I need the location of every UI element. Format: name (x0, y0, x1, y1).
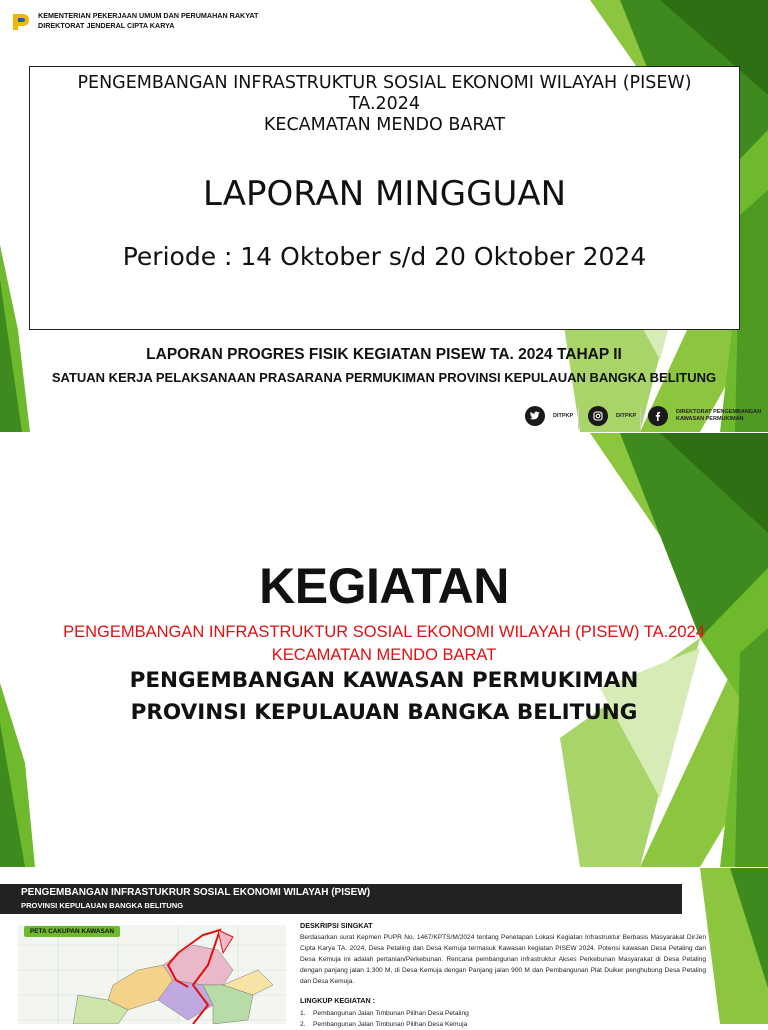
program-year: TA.2024 (348, 94, 421, 114)
slide3-header-subtitle: PROVINSI KEPULAUAN BANGKA BELITUNG (21, 901, 184, 910)
report-title: LAPORAN MINGGUAN (202, 174, 567, 214)
description-title: DESKRIPSI SINGKAT (300, 921, 373, 930)
kegiatan-title: KEGIATAN (259, 558, 509, 614)
slide-cover (0, 0, 768, 432)
work-unit-subtitle: SATUAN KERJA PELAKSANAAN PRASARANA PERMUKIMAN PROVINSI KEPULAUAN BANGKA BELITUNG (51, 370, 717, 385)
description-body: Berdasarkan surat Kepmen PUPR No. 1467/KPTS/M/2024 tentang Penetapan Lokasi Kegiatan Infrastruktur Berbasis Masyarakat DirJen Cipta Karya TA. 2024, Desa Petaling dan Desa Kemuja termasuk Kawasan kegiatan PISEW 2024. Potensi kawasan Desa Petaling dan Desa Kemuja ini adalah pertanian/Perkebunan. Rencana pembangunan infrastruktur Akses Perkebunan Masyarakat di Desa Petaling dengan panjang jalan 1.300 M, di Desa Kemuja dengan Panjang jalan 900 M dan Pembangunan Plat Duiker penghubung Desa Petaling dan Desa Kemuja. (300, 934, 706, 985)
program-title: PENGEMBANGAN INFRASTRUKTUR SOSIAL EKONOMI WILAYAH (PISEW) (77, 73, 692, 93)
scope-list (300, 1008, 469, 1030)
instagram-handle[interactable] (588, 406, 636, 426)
instagram-icon (588, 406, 608, 426)
ministry-header (10, 11, 258, 33)
twitter-label: DITPKP (553, 412, 574, 419)
social-separator (578, 408, 579, 430)
pupr-logo-icon (10, 11, 32, 33)
map-label: PETA CAKUPAN KAWASAN (24, 926, 120, 937)
list-item: 1. Pembangunan Jalan Timbunan Pilihan Desa Petaling (300, 1010, 469, 1017)
district-name-red: KECAMATAN MENDO BARAT (271, 646, 497, 664)
ministry-name: KEMENTERIAN PEKERJAAN UMUM DAN PERUMAHAN RAKYAT (38, 11, 259, 20)
district-name: KECAMATAN MENDO BARAT (263, 115, 506, 135)
slide3-header-title: PENGEMBANGAN INFRASTUKRUR SOSIAL EKONOMI WILAYAH (PISEW) (21, 887, 371, 898)
progress-subtitle: LAPORAN PROGRES FISIK KEGIATAN PISEW TA. 2024 TAHAP II (146, 346, 622, 363)
facebook-handle[interactable] (648, 406, 761, 426)
scope-title: LINGKUP KEGIATAN : (300, 996, 376, 1005)
directorate-name: DIREKTORAT JENDERAL CIPTA KARYA (38, 21, 175, 30)
facebook-icon (648, 406, 668, 426)
instagram-label: DITPKP (616, 412, 637, 419)
twitter-icon (525, 406, 545, 426)
facebook-label: DIREKTORAT PENGEMBANGAN (676, 409, 762, 415)
directorate-title: PENGEMBANGAN KAWASAN PERMUKIMAN (129, 668, 639, 693)
coverage-map-image (18, 925, 286, 1024)
province-title: PROVINSI KEPULAUAN BANGKA BELITUNG (130, 700, 638, 725)
title-box (29, 66, 740, 330)
facebook-label-line2: KAWASAN PERMUKIMAN (676, 416, 744, 422)
coverage-map (18, 925, 286, 1024)
report-period: Periode : 14 Oktober s/d 20 Oktober 2024 (122, 242, 647, 271)
social-separator (640, 408, 641, 430)
list-item: 2. Pembangunan Jalan Timbunan Pilihan Desa Kemuja (300, 1021, 468, 1028)
twitter-handle[interactable] (525, 406, 573, 426)
program-title-red: PENGEMBANGAN INFRASTRUKTUR SOSIAL EKONOMI WILAYAH (PISEW) TA.2024 (63, 623, 705, 641)
